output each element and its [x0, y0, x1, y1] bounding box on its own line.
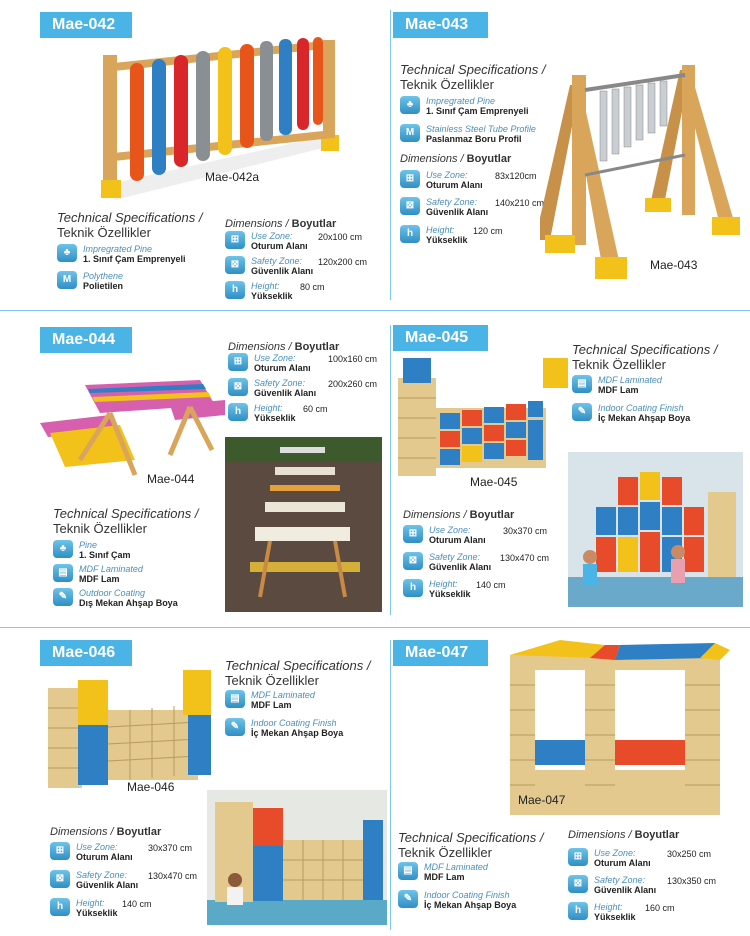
picnic-table-image	[40, 375, 225, 485]
safety-zone-row: ⊠ Safety Zone: Güvenlik Alanı	[400, 197, 488, 217]
safety-zone-icon: ⊠	[50, 870, 70, 888]
safety-zone-value: 130x350 cm	[667, 876, 717, 886]
safety-zone-icon: ⊠	[225, 256, 245, 274]
height-icon: h	[228, 403, 248, 421]
use-zone-row: ⊞ Use Zone: Oturum Alanı	[228, 353, 311, 373]
material-row: ✎ Indoor Coating Finish İç Mekan Ahşap Boya	[225, 718, 343, 738]
product-caption: Mae-043	[650, 258, 698, 272]
shelf-cabinet-photo	[207, 790, 387, 925]
material-row: ✎ Indoor Coating Finish İç Mekan Ahşap Boya	[398, 890, 516, 910]
technical-specs-heading: Technical Specifications / Teknik Özellikler	[225, 658, 371, 688]
height-row: h Height: Yükseklik	[50, 898, 118, 918]
height-row: h Height: Yükseklik	[568, 902, 636, 922]
pine-icon: ♣	[400, 96, 420, 114]
mdf-icon: ▤	[572, 375, 592, 393]
use-zone-row: ⊞ Use Zone: Oturum Alanı	[403, 525, 486, 545]
dimensions-heading: Dimensions / Boyutlar	[568, 829, 680, 841]
use-zone-row: ⊞ Use Zone: Oturum Alanı	[400, 170, 483, 190]
divider	[390, 10, 391, 300]
height-value: 80 cm	[300, 282, 325, 292]
use-zone-icon: ⊞	[225, 231, 245, 249]
coating-icon: ✎	[572, 403, 592, 421]
material-row: ▤ MDF Laminated MDF Lam	[225, 690, 315, 710]
use-zone-value: 20x100 cm	[318, 232, 363, 242]
dimensions-heading: Dimensions / Boyutlar	[225, 218, 337, 230]
use-zone-icon: ⊞	[568, 848, 588, 866]
cabinet-photo	[568, 452, 743, 607]
divider	[390, 325, 391, 615]
use-zone-value: 30x370 cm	[148, 843, 193, 853]
technical-specs-heading: Technical Specifications / Teknik Özellikler	[400, 62, 546, 92]
height-row: h Height: Yükseklik	[403, 579, 471, 599]
technical-specs-heading: Technical Specifications / Teknik Özellikler	[398, 830, 544, 860]
technical-specs-heading: Technical Specifications / Teknik Özellikler	[57, 210, 203, 240]
material-row: M Stainless Steel Tube Profile Paslanmaz Boru Profil	[400, 124, 536, 144]
safety-zone-value: 120x200 cm	[318, 257, 368, 267]
chimes-frame-image	[540, 65, 745, 290]
height-value: 60 cm	[303, 404, 328, 414]
material-row: ✎ Outdoor Coating Dış Mekan Ahşap Boya	[53, 588, 178, 608]
height-row: h Height: Yükseklik	[400, 225, 468, 245]
safety-zone-icon: ⊠	[568, 875, 588, 893]
steel-icon: M	[400, 124, 420, 142]
pine-icon: ♣	[53, 540, 73, 558]
mdf-icon: ▤	[225, 690, 245, 708]
cabinet-image	[398, 358, 568, 480]
product-caption: Mae-042a	[205, 170, 260, 184]
height-value: 120 cm	[473, 226, 503, 236]
product-code-tab: Mae-045	[393, 325, 488, 351]
coating-icon: ✎	[398, 890, 418, 908]
coating-icon: ✎	[225, 718, 245, 736]
technical-specs-heading: Technical Specifications / Teknik Özellikler	[53, 506, 199, 536]
use-zone-icon: ⊞	[228, 353, 248, 371]
product-caption: Mae-044	[147, 472, 195, 486]
use-zone-icon: ⊞	[400, 170, 420, 188]
safety-zone-row: ⊠ Safety Zone: Güvenlik Alanı	[568, 875, 656, 895]
safety-zone-value: 200x260 cm	[328, 379, 378, 389]
height-icon: h	[403, 579, 423, 597]
material-row: ▤ MDF Laminated MDF Lam	[398, 862, 488, 882]
height-value: 140 cm	[476, 580, 506, 590]
picnic-tables-photo	[225, 437, 382, 612]
material-row: ▤ MDF Laminated MDF Lam	[53, 564, 143, 584]
product-code-tab: Mae-047	[393, 640, 488, 666]
coating-icon: ✎	[53, 588, 73, 606]
use-zone-value: 30x370 cm	[503, 526, 548, 536]
safety-zone-row: ⊠ Safety Zone: Güvenlik Alanı	[225, 256, 313, 276]
divider	[0, 627, 750, 628]
dimensions-heading: Dimensions / Boyutlar	[400, 153, 512, 165]
product-code-tab: Mae-043	[393, 12, 488, 38]
use-zone-row: ⊞ Use Zone: Oturum Alanı	[50, 842, 133, 862]
height-row: h Height: Yükseklik	[225, 281, 293, 301]
height-icon: h	[50, 898, 70, 916]
product-caption: Mae-045	[470, 475, 518, 489]
product-caption: Mae-046	[127, 780, 175, 794]
safety-zone-icon: ⊠	[228, 378, 248, 396]
height-value: 160 cm	[645, 903, 675, 913]
safety-zone-row: ⊠ Safety Zone: Güvenlik Alanı	[403, 552, 491, 572]
use-zone-value: 30x250 cm	[667, 849, 712, 859]
dimensions-heading: Dimensions / Boyutlar	[228, 341, 340, 353]
safety-zone-value: 130x470 cm	[148, 871, 198, 881]
use-zone-row: ⊞ Use Zone: Oturum Alanı	[225, 231, 308, 251]
use-zone-value: 100x160 cm	[328, 354, 378, 364]
safety-zone-value: 140x210 cm	[495, 198, 545, 208]
material-row: ✎ Indoor Coating Finish İç Mekan Ahşap Boya	[572, 403, 690, 423]
mdf-icon: ▤	[398, 862, 418, 880]
product-code-tab: Mae-044	[40, 327, 132, 353]
material-row: ♣ Impregrated Pine 1. Sınıf Çam Emprenyeli	[400, 96, 529, 116]
shelf-cabinet-image	[48, 670, 213, 792]
dimensions-heading: Dimensions / Boyutlar	[403, 509, 515, 521]
height-icon: h	[568, 902, 588, 920]
material-row: ♣ Impregrated Pine 1. Sınıf Çam Emprenyeli	[57, 244, 186, 264]
use-zone-value: 83x120cm	[495, 171, 537, 181]
use-zone-icon: ⊞	[50, 842, 70, 860]
product-caption: Mae-047	[518, 793, 566, 807]
use-zone-row: ⊞ Use Zone: Oturum Alanı	[568, 848, 651, 868]
height-icon: h	[400, 225, 420, 243]
divider	[390, 640, 391, 930]
dimensions-heading: Dimensions / Boyutlar	[50, 826, 162, 838]
height-row: h Height: Yükseklik	[228, 403, 296, 423]
pine-icon: ♣	[57, 244, 77, 262]
material-row: M Polythene Polietilen	[57, 271, 123, 291]
safety-zone-icon: ⊠	[403, 552, 423, 570]
material-row: ▤ MDF Laminated MDF Lam	[572, 375, 662, 395]
safety-zone-row: ⊠ Safety Zone: Güvenlik Alanı	[50, 870, 138, 890]
safety-zone-icon: ⊠	[400, 197, 420, 215]
mdf-icon: ▤	[53, 564, 73, 582]
product-code-tab: Mae-046	[40, 640, 132, 666]
polythene-icon: M	[57, 271, 77, 289]
safety-zone-row: ⊠ Safety Zone: Güvenlik Alanı	[228, 378, 316, 398]
height-value: 140 cm	[122, 899, 152, 909]
safety-zone-value: 130x470 cm	[500, 553, 550, 563]
divider	[0, 310, 750, 311]
material-row: ♣ Pine 1. Sınıf Çam	[53, 540, 131, 560]
product-code-tab: Mae-042	[40, 12, 132, 38]
height-icon: h	[225, 281, 245, 299]
use-zone-icon: ⊞	[403, 525, 423, 543]
technical-specs-heading: Technical Specifications / Teknik Özellikler	[572, 342, 718, 372]
